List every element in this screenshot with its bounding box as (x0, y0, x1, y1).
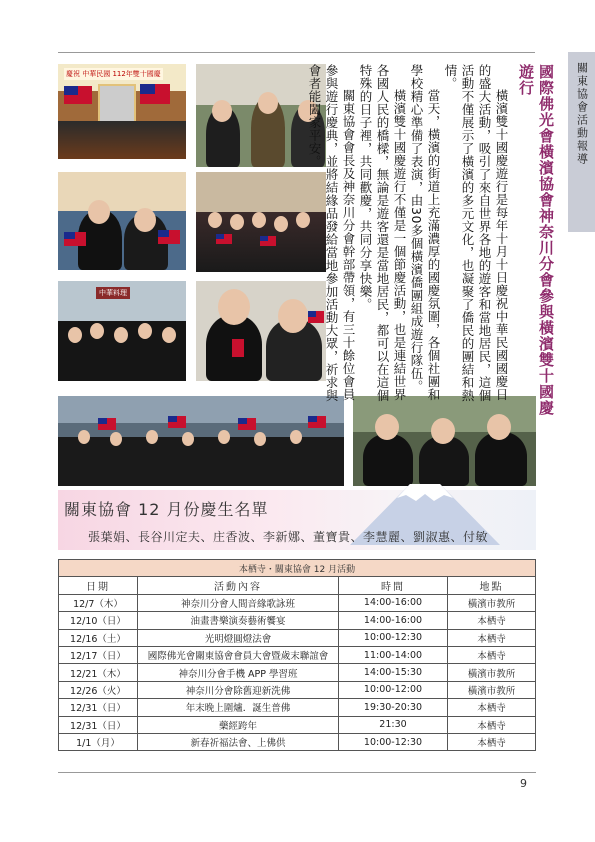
cell-date: 12/31（日） (59, 716, 138, 733)
article-paragraph: 關東協會會長及神奈川分會幹部帶領，有三十餘位會員參與遊行慶典，並將結緣品發給當地參加活動大眾，祈求與會者能闔家平安。 (307, 64, 356, 402)
cell-date: 12/7（木） (59, 594, 138, 611)
cell-location: 本栖寺 (448, 646, 536, 663)
photo-banner-text: 慶祝 中華民國 112年雙十國慶 (66, 70, 161, 78)
cell-location: 本栖寺 (448, 612, 536, 629)
photo-parade-wide (58, 396, 344, 486)
flag-icon (64, 232, 86, 246)
table-row (59, 681, 536, 698)
photo-group-chinatown (58, 281, 186, 381)
cell-date: 12/31（日） (59, 699, 138, 716)
cell-time: 21:30 (339, 716, 448, 733)
cell-date: 12/17（日） (59, 646, 138, 663)
cell-time: 11:00-14:00 (339, 646, 448, 663)
flag-icon (308, 416, 326, 428)
cell-activity: 國際佛光會關東協會會員大會暨歲末聯誼會 (138, 646, 339, 663)
flag-icon (98, 418, 116, 430)
birthday-names: 張葉娟、長谷川定夫、庄香波、李新娜、董寶貴、李慧麗、劉淑惠、付敏 (88, 530, 489, 544)
cell-date: 12/16（土） (59, 629, 138, 646)
cell-activity: 藥經跨年 (138, 716, 339, 733)
flag-icon (260, 236, 276, 246)
cell-date: 12/26（火） (59, 681, 138, 698)
cell-location: 橫濱市教所 (448, 594, 536, 611)
red-envelope (232, 339, 244, 357)
cell-time: 10:00-12:30 (339, 733, 448, 750)
cell-time: 10:00-12:00 (339, 681, 448, 698)
flag-icon (140, 84, 170, 104)
cell-location: 本栖寺 (448, 629, 536, 646)
cell-activity: 新春祈福法會、上佛供 (138, 733, 339, 750)
cell-date: 1/1（月） (59, 733, 138, 750)
birthday-title: 關東協會 12 月份慶生名單 (64, 500, 269, 519)
cell-location: 橫濱市教所 (448, 681, 536, 698)
cell-time: 19:30-20:30 (339, 699, 448, 716)
article-paragraph: 橫濱雙十國慶遊行不僅是一個節慶活動，也是連結世界各國人民的橋樑，無論是遊客還是當地居民，都可以在這個特殊的日子裡，共同歡慶，共同分享快樂。 (358, 64, 407, 402)
activity-schedule-table (58, 559, 536, 751)
flag-icon (238, 418, 256, 430)
cell-activity: 年末晚上圍爐．誕生普佛 (138, 699, 339, 716)
column-header-activity: 活動內容 (138, 577, 339, 594)
page-number: 9 (520, 777, 527, 790)
photo-two-women-flags (58, 172, 186, 270)
cell-time: 14:00-15:30 (339, 664, 448, 681)
article-paragraph: 當天，橫濱的街道上充滿濃厚的國慶氛圍，各個社團和學校精心準備了表演，由30多個橫濱僑團組成遊行隊伍。 (409, 64, 441, 401)
photo-parade-banner (58, 64, 186, 159)
flag-icon (64, 86, 92, 104)
article-body (307, 64, 510, 409)
flag-icon (158, 230, 180, 244)
column-header-location: 地點 (448, 577, 536, 594)
table-row (59, 629, 536, 646)
section-tab (568, 52, 595, 232)
table-row (59, 716, 536, 733)
cell-time: 10:00-12:30 (339, 629, 448, 646)
cell-location: 橫濱市教所 (448, 664, 536, 681)
cell-activity: 神奈川分會除舊迎新洗佛 (138, 681, 339, 698)
section-tab-label: 關東協會活動報導 (575, 62, 589, 166)
table-row (59, 733, 536, 750)
column-header-date: 日期 (59, 577, 138, 594)
header-rule (58, 52, 535, 53)
shop-sign: 中華料理 (96, 287, 130, 299)
table-row (59, 699, 536, 716)
cell-location: 本栖寺 (448, 733, 536, 750)
footer-rule (58, 772, 536, 773)
table-row (59, 612, 536, 629)
table-caption: 本栖寺・關東協會 12 月活動 (59, 560, 536, 577)
cell-location: 本栖寺 (448, 716, 536, 733)
article-title: 國際佛光會橫濱協會神奈川分會參與橫濱雙十國慶遊行 (517, 64, 555, 416)
cell-activity: 油畫書樂演奏藝術饗宴 (138, 612, 339, 629)
cell-time: 14:00-16:00 (339, 594, 448, 611)
article-paragraph: 橫濱雙十國慶遊行是每年十月十日慶祝中華民國國慶日的盛大活動，吸引了來自世界各地的遊客和當地居民，這個活動不僅展示了橫濱的多元文化，也凝聚了僑民的團結和熱情。 (443, 64, 509, 402)
cell-location: 本栖寺 (448, 699, 536, 716)
cell-date: 12/21（木） (59, 664, 138, 681)
cell-activity: 光明燈圓燈法會 (138, 629, 339, 646)
flag-icon (168, 416, 186, 428)
flag-icon (216, 234, 232, 244)
cell-activity: 神奈川分會手機 APP 學習班 (138, 664, 339, 681)
cell-activity: 神奈川分會人間音緣歌詠班 (138, 594, 339, 611)
cell-date: 12/10（日） (59, 612, 138, 629)
cell-time: 14:00-16:00 (339, 612, 448, 629)
table-row (59, 664, 536, 681)
table-row (59, 646, 536, 663)
column-header-time: 時間 (339, 577, 448, 594)
table-row (59, 594, 536, 611)
